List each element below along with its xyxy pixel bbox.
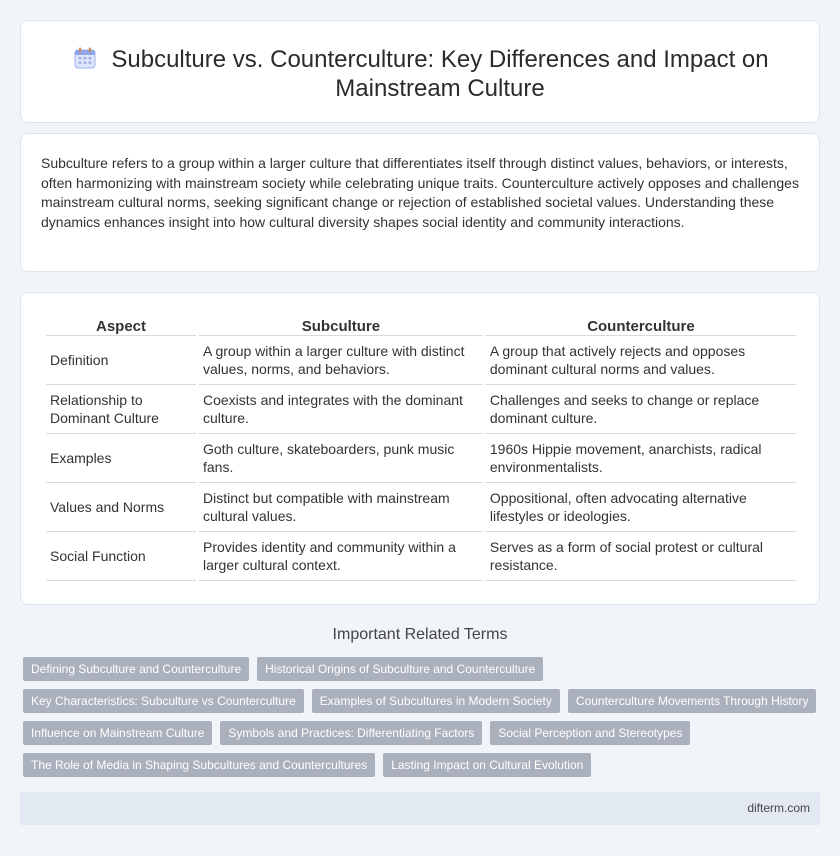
row-counterculture: Oppositional, often advocating alternative lifestyles or ideologies. — [486, 483, 796, 532]
row-aspect: Examples — [46, 434, 196, 483]
intro-card — [20, 133, 820, 272]
comparison-table-card — [20, 292, 820, 605]
row-counterculture: Challenges and seeks to change or replace dominant culture. — [486, 385, 796, 434]
table-row — [46, 483, 796, 532]
row-subculture: Coexists and integrates with the dominant culture. — [199, 385, 483, 434]
header-aspect: Aspect — [46, 315, 196, 336]
related-term-tag[interactable]: Key Characteristics: Subculture vs Counterculture — [23, 689, 304, 713]
related-term-tag[interactable]: Defining Subculture and Counterculture — [23, 657, 249, 681]
related-terms-title: Important Related Terms — [332, 626, 508, 643]
row-subculture: Provides identity and community within a larger cultural context. — [199, 532, 483, 581]
row-subculture: Goth culture, skateboarders, punk music fans. — [199, 434, 483, 483]
related-term-tag[interactable]: Examples of Subcultures in Modern Society — [312, 689, 560, 713]
comparison-table — [43, 315, 799, 581]
row-aspect: Definition — [46, 336, 196, 385]
table-row — [46, 385, 796, 434]
intro-paragraph: Subculture refers to a group within a larger culture that differentiates itself through distinct values, behaviors, or interests, often harmonizing with mainstream society while celebrating unique traits. Counterculture actively opposes and challenges mainstream cultural norms, seeking significant change or rejection of established societal values. Understanding these dynamics enhances insight into how cultural diversity shapes social identity and community interactions. — [41, 155, 799, 230]
row-aspect: Relationship to Dominant Culture — [46, 385, 196, 434]
header-subculture: Subculture — [199, 315, 483, 336]
page-title: Subculture vs. Counterculture: Key Differences and Impact on Mainstream Culture — [111, 46, 769, 102]
table-row — [46, 434, 796, 483]
row-counterculture: 1960s Hippie movement, anarchists, radical environmentalists. — [486, 434, 796, 483]
row-subculture: A group within a larger culture with distinct values, norms, and behaviors. — [199, 336, 483, 385]
related-term-tag[interactable]: Influence on Mainstream Culture — [23, 721, 212, 745]
row-counterculture: A group that actively rejects and opposes dominant cultural norms and values. — [486, 336, 796, 385]
row-aspect: Values and Norms — [46, 483, 196, 532]
table-row — [46, 336, 796, 385]
header-counterculture: Counterculture — [486, 315, 796, 336]
related-term-tag[interactable]: Social Perception and Stereotypes — [490, 721, 690, 745]
footer — [20, 792, 820, 825]
table-header-row — [46, 315, 796, 336]
related-term-tag[interactable]: Lasting Impact on Cultural Evolution — [383, 753, 591, 777]
related-term-tag[interactable]: Symbols and Practices: Differentiating Factors — [220, 721, 482, 745]
table-row — [46, 532, 796, 581]
title-card — [20, 20, 820, 123]
footer-site-name[interactable]: difterm.com — [747, 801, 810, 815]
related-terms-list — [23, 657, 813, 785]
related-term-tag[interactable]: Historical Origins of Subculture and Counterculture — [257, 657, 543, 681]
row-counterculture: Serves as a form of social protest or cultural resistance. — [486, 532, 796, 581]
row-aspect: Social Function — [46, 532, 196, 581]
related-term-tag[interactable]: Counterculture Movements Through History — [568, 689, 817, 713]
row-subculture: Distinct but compatible with mainstream cultural values. — [199, 483, 483, 532]
related-term-tag[interactable]: The Role of Media in Shaping Subcultures and Countercultures — [23, 753, 375, 777]
